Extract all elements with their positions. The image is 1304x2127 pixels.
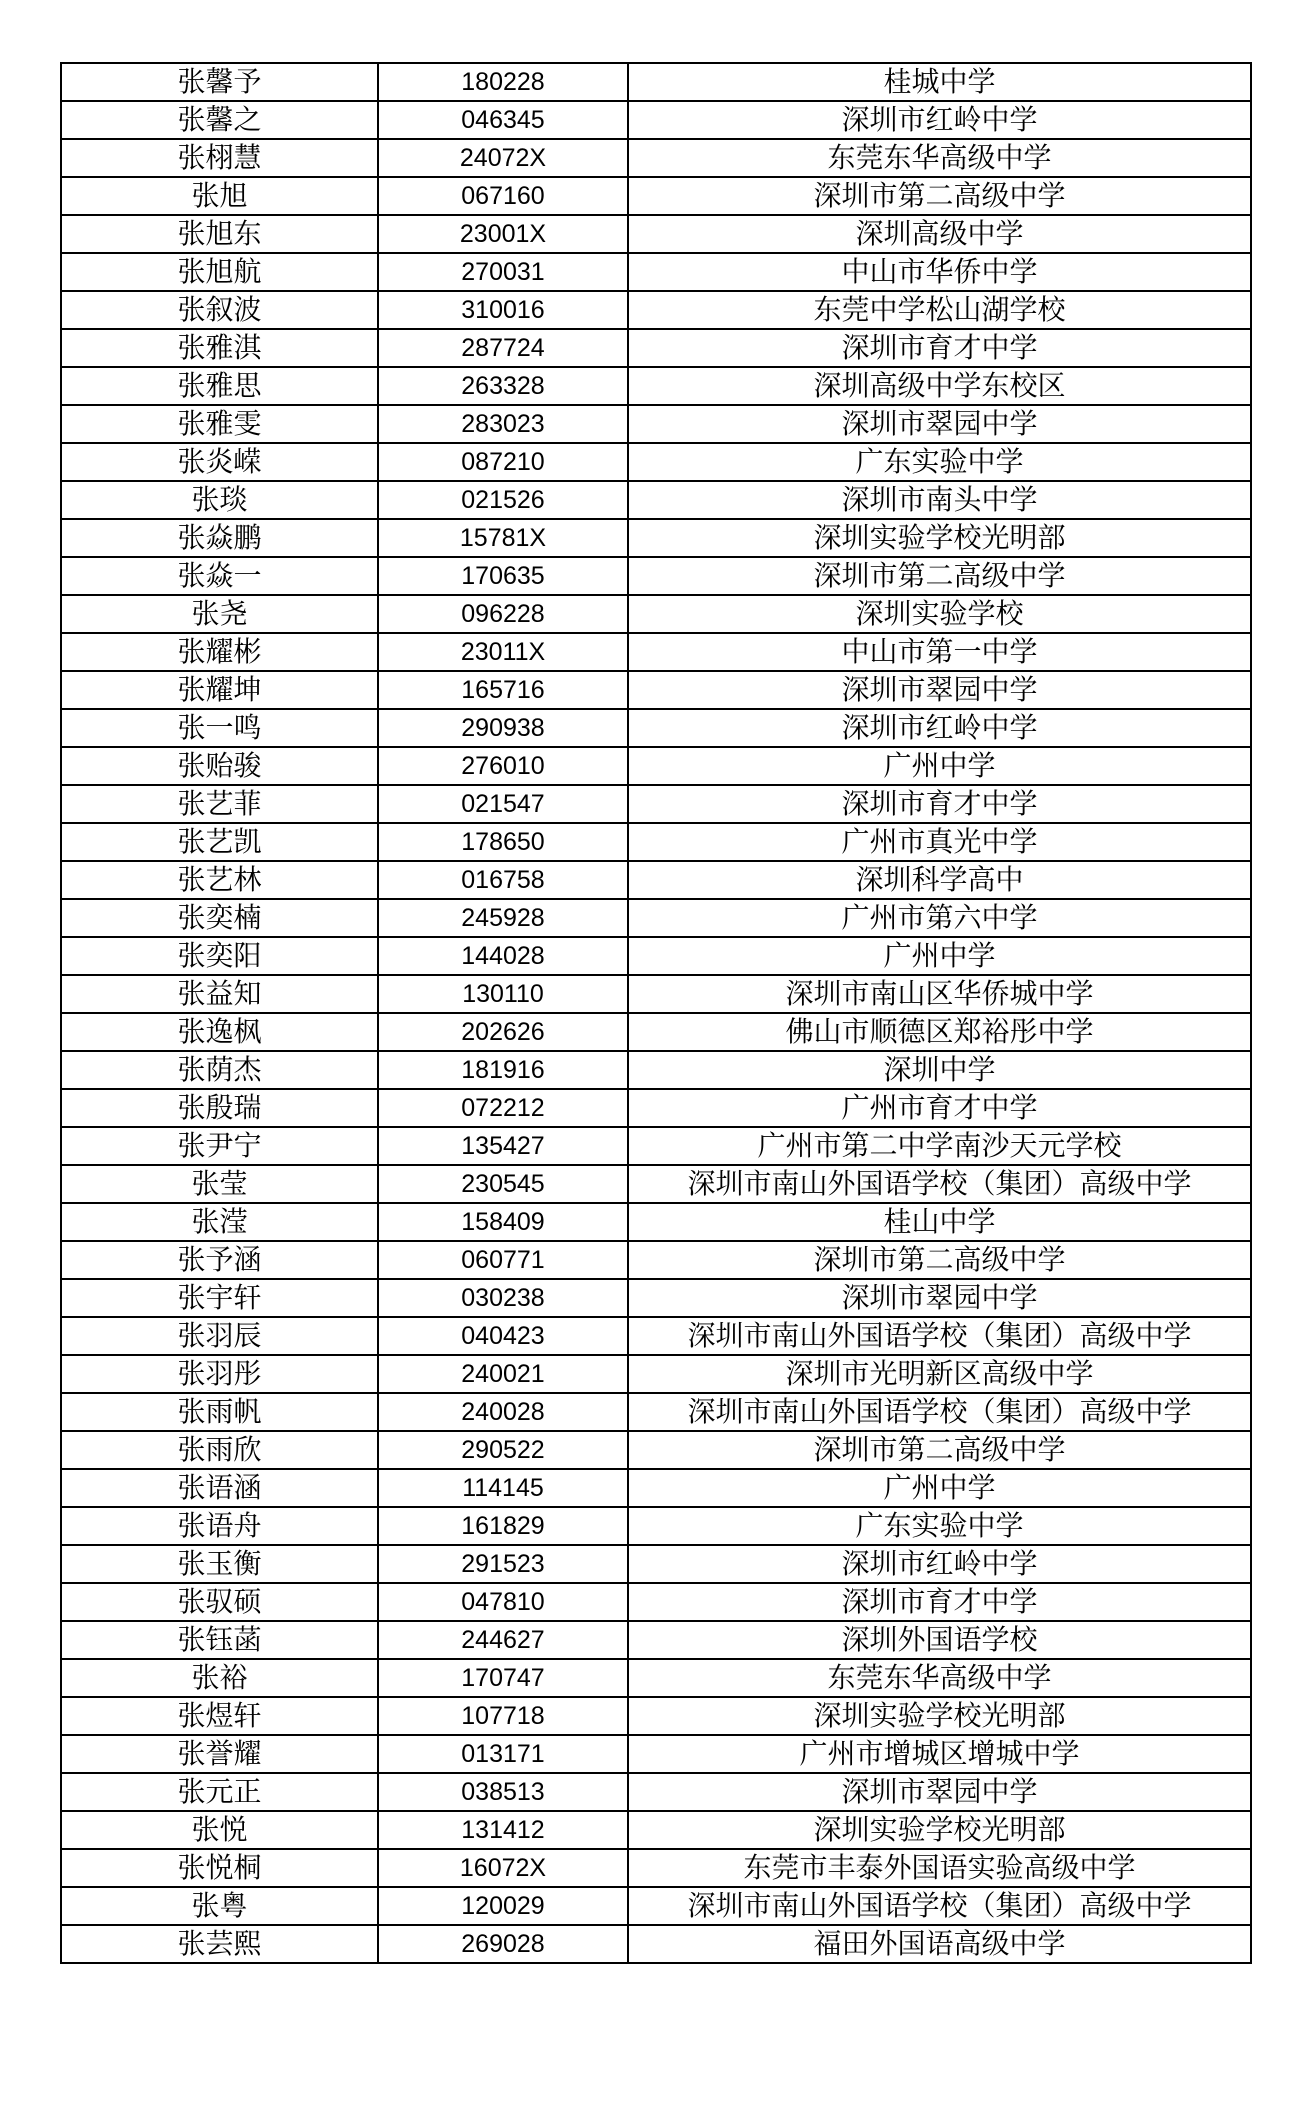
table-row: [61, 1773, 1251, 1811]
cell-school: 深圳市第二高级中学: [628, 1431, 1251, 1469]
cell-name: 张驭硕: [61, 1583, 378, 1621]
cell-id: 161829: [378, 1507, 628, 1545]
cell-name: 张煜轩: [61, 1697, 378, 1735]
cell-name: 张尹宁: [61, 1127, 378, 1165]
cell-name: 张馨之: [61, 101, 378, 139]
cell-name: 张雅淇: [61, 329, 378, 367]
table-row: [61, 101, 1251, 139]
cell-name: 张雨欣: [61, 1431, 378, 1469]
cell-name: 张耀彬: [61, 633, 378, 671]
cell-school: 福田外国语高级中学: [628, 1925, 1251, 1963]
cell-school: 深圳实验学校光明部: [628, 519, 1251, 557]
cell-school: 深圳实验学校: [628, 595, 1251, 633]
cell-school: 深圳市光明新区高级中学: [628, 1355, 1251, 1393]
cell-id: 107718: [378, 1697, 628, 1735]
cell-name: 张宇轩: [61, 1279, 378, 1317]
cell-school: 广州市真光中学: [628, 823, 1251, 861]
cell-id: 013171: [378, 1735, 628, 1773]
cell-name: 张耀坤: [61, 671, 378, 709]
cell-name: 张艺林: [61, 861, 378, 899]
cell-school: 深圳市翠园中学: [628, 1773, 1251, 1811]
table-row: [61, 177, 1251, 215]
cell-school: 广东实验中学: [628, 1507, 1251, 1545]
cell-name: 张栩慧: [61, 139, 378, 177]
cell-school: 东莞市丰泰外国语实验高级中学: [628, 1849, 1251, 1887]
cell-name: 张语舟: [61, 1507, 378, 1545]
cell-school: 桂城中学: [628, 63, 1251, 101]
cell-id: 144028: [378, 937, 628, 975]
cell-school: 深圳市翠园中学: [628, 1279, 1251, 1317]
cell-school: 中山市第一中学: [628, 633, 1251, 671]
cell-id: 240028: [378, 1393, 628, 1431]
table-row: [61, 1393, 1251, 1431]
cell-school: 东莞中学松山湖学校: [628, 291, 1251, 329]
cell-id: 021547: [378, 785, 628, 823]
table-row: [61, 291, 1251, 329]
cell-id: 244627: [378, 1621, 628, 1659]
cell-id: 23001X: [378, 215, 628, 253]
table-row: [61, 1013, 1251, 1051]
cell-school: 深圳市育才中学: [628, 329, 1251, 367]
cell-name: 张钰菡: [61, 1621, 378, 1659]
cell-name: 张益知: [61, 975, 378, 1013]
table-row: [61, 1469, 1251, 1507]
cell-name: 张语涵: [61, 1469, 378, 1507]
cell-school: 广州中学: [628, 937, 1251, 975]
cell-name: 张誉耀: [61, 1735, 378, 1773]
table-row: [61, 1355, 1251, 1393]
cell-id: 135427: [378, 1127, 628, 1165]
cell-school: 桂山中学: [628, 1203, 1251, 1241]
table-row: [61, 1621, 1251, 1659]
table-row: [61, 1507, 1251, 1545]
cell-school: 深圳市南山外国语学校（集团）高级中学: [628, 1887, 1251, 1925]
table-row: [61, 1925, 1251, 1963]
cell-school: 深圳市第二高级中学: [628, 177, 1251, 215]
cell-school: 深圳外国语学校: [628, 1621, 1251, 1659]
cell-school: 深圳实验学校光明部: [628, 1811, 1251, 1849]
cell-id: 114145: [378, 1469, 628, 1507]
cell-name: 张叙波: [61, 291, 378, 329]
cell-school: 东莞东华高级中学: [628, 139, 1251, 177]
cell-name: 张艺菲: [61, 785, 378, 823]
student-list-table: [60, 62, 1252, 1964]
cell-school: 深圳市第二高级中学: [628, 1241, 1251, 1279]
table-row: [61, 1241, 1251, 1279]
cell-id: 170635: [378, 557, 628, 595]
table-row: [61, 671, 1251, 709]
cell-name: 张莹: [61, 1165, 378, 1203]
cell-name: 张旭东: [61, 215, 378, 253]
cell-id: 040423: [378, 1317, 628, 1355]
cell-id: 245928: [378, 899, 628, 937]
cell-name: 张粤: [61, 1887, 378, 1925]
table-row: [61, 1735, 1251, 1773]
table-row: [61, 253, 1251, 291]
cell-name: 张悦桐: [61, 1849, 378, 1887]
table-row: [61, 861, 1251, 899]
cell-name: 张焱鹏: [61, 519, 378, 557]
cell-school: 广州中学: [628, 1469, 1251, 1507]
table-row: [61, 1887, 1251, 1925]
cell-school: 深圳市南山外国语学校（集团）高级中学: [628, 1165, 1251, 1203]
cell-name: 张贻骏: [61, 747, 378, 785]
cell-school: 深圳市翠园中学: [628, 671, 1251, 709]
table-row: [61, 595, 1251, 633]
table-row: [61, 1849, 1251, 1887]
cell-id: 23011X: [378, 633, 628, 671]
table-row: [61, 1279, 1251, 1317]
cell-school: 深圳市南山外国语学校（集团）高级中学: [628, 1317, 1251, 1355]
cell-school: 深圳市育才中学: [628, 1583, 1251, 1621]
cell-school: 深圳科学高中: [628, 861, 1251, 899]
cell-school: 深圳高级中学东校区: [628, 367, 1251, 405]
cell-name: 张艺凯: [61, 823, 378, 861]
cell-name: 张旭航: [61, 253, 378, 291]
cell-id: 283023: [378, 405, 628, 443]
cell-id: 030238: [378, 1279, 628, 1317]
cell-name: 张荫杰: [61, 1051, 378, 1089]
table-row: [61, 1089, 1251, 1127]
cell-id: 15781X: [378, 519, 628, 557]
cell-school: 深圳市南山外国语学校（集团）高级中学: [628, 1393, 1251, 1431]
cell-id: 310016: [378, 291, 628, 329]
cell-name: 张雨帆: [61, 1393, 378, 1431]
cell-id: 291523: [378, 1545, 628, 1583]
cell-id: 165716: [378, 671, 628, 709]
cell-id: 016758: [378, 861, 628, 899]
table-row: [61, 1127, 1251, 1165]
cell-school: 深圳中学: [628, 1051, 1251, 1089]
cell-id: 021526: [378, 481, 628, 519]
cell-name: 张滢: [61, 1203, 378, 1241]
cell-name: 张予涵: [61, 1241, 378, 1279]
cell-id: 087210: [378, 443, 628, 481]
table-row: [61, 443, 1251, 481]
cell-id: 170747: [378, 1659, 628, 1697]
cell-school: 广州市第二中学南沙天元学校: [628, 1127, 1251, 1165]
cell-id: 178650: [378, 823, 628, 861]
table-row: [61, 1203, 1251, 1241]
cell-school: 中山市华侨中学: [628, 253, 1251, 291]
cell-school: 广州市增城区增城中学: [628, 1735, 1251, 1773]
cell-school: 深圳市红岭中学: [628, 101, 1251, 139]
cell-id: 24072X: [378, 139, 628, 177]
cell-school: 广东实验中学: [628, 443, 1251, 481]
cell-name: 张馨予: [61, 63, 378, 101]
cell-school: 深圳实验学校光明部: [628, 1697, 1251, 1735]
cell-id: 16072X: [378, 1849, 628, 1887]
cell-school: 深圳市第二高级中学: [628, 557, 1251, 595]
table-row: [61, 1583, 1251, 1621]
cell-id: 180228: [378, 63, 628, 101]
table-row: [61, 1165, 1251, 1203]
cell-id: 202626: [378, 1013, 628, 1051]
cell-id: 181916: [378, 1051, 628, 1089]
table-row: [61, 481, 1251, 519]
cell-school: 深圳市南头中学: [628, 481, 1251, 519]
table-row: [61, 139, 1251, 177]
table-row: [61, 329, 1251, 367]
cell-school: 东莞东华高级中学: [628, 1659, 1251, 1697]
cell-school: 深圳市红岭中学: [628, 709, 1251, 747]
cell-school: 广州中学: [628, 747, 1251, 785]
cell-school: 广州市第六中学: [628, 899, 1251, 937]
cell-name: 张奕楠: [61, 899, 378, 937]
cell-id: 060771: [378, 1241, 628, 1279]
table-row: [61, 405, 1251, 443]
table-row: [61, 367, 1251, 405]
table-row: [61, 1811, 1251, 1849]
cell-id: 131412: [378, 1811, 628, 1849]
cell-name: 张焱一: [61, 557, 378, 595]
cell-id: 269028: [378, 1925, 628, 1963]
cell-id: 290522: [378, 1431, 628, 1469]
cell-name: 张炎嵘: [61, 443, 378, 481]
cell-school: 深圳高级中学: [628, 215, 1251, 253]
cell-name: 张悦: [61, 1811, 378, 1849]
table-row: [61, 1545, 1251, 1583]
cell-id: 230545: [378, 1165, 628, 1203]
cell-id: 240021: [378, 1355, 628, 1393]
cell-id: 046345: [378, 101, 628, 139]
cell-school: 佛山市顺德区郑裕彤中学: [628, 1013, 1251, 1051]
cell-name: 张奕阳: [61, 937, 378, 975]
cell-school: 深圳市翠园中学: [628, 405, 1251, 443]
table-row: [61, 899, 1251, 937]
table-row: [61, 975, 1251, 1013]
table-row: [61, 1697, 1251, 1735]
cell-id: 130110: [378, 975, 628, 1013]
table-row: [61, 633, 1251, 671]
cell-id: 287724: [378, 329, 628, 367]
cell-name: 张羽彤: [61, 1355, 378, 1393]
table-row: [61, 823, 1251, 861]
cell-id: 290938: [378, 709, 628, 747]
cell-id: 072212: [378, 1089, 628, 1127]
cell-id: 158409: [378, 1203, 628, 1241]
cell-id: 120029: [378, 1887, 628, 1925]
cell-school: 深圳市育才中学: [628, 785, 1251, 823]
cell-id: 263328: [378, 367, 628, 405]
cell-school: 深圳市红岭中学: [628, 1545, 1251, 1583]
cell-name: 张芸熙: [61, 1925, 378, 1963]
cell-id: 038513: [378, 1773, 628, 1811]
table-row: [61, 1051, 1251, 1089]
cell-id: 096228: [378, 595, 628, 633]
cell-name: 张羽辰: [61, 1317, 378, 1355]
cell-name: 张尧: [61, 595, 378, 633]
cell-name: 张殷瑞: [61, 1089, 378, 1127]
table-row: [61, 709, 1251, 747]
table-row: [61, 519, 1251, 557]
cell-name: 张玉衡: [61, 1545, 378, 1583]
table-row: [61, 1431, 1251, 1469]
cell-name: 张琰: [61, 481, 378, 519]
cell-id: 047810: [378, 1583, 628, 1621]
cell-name: 张旭: [61, 177, 378, 215]
cell-school: 广州市育才中学: [628, 1089, 1251, 1127]
table-row: [61, 747, 1251, 785]
cell-id: 270031: [378, 253, 628, 291]
table-row: [61, 63, 1251, 101]
table-row: [61, 1659, 1251, 1697]
cell-name: 张一鸣: [61, 709, 378, 747]
table-row: [61, 785, 1251, 823]
cell-id: 067160: [378, 177, 628, 215]
cell-name: 张裕: [61, 1659, 378, 1697]
cell-name: 张逸枫: [61, 1013, 378, 1051]
cell-name: 张元正: [61, 1773, 378, 1811]
table-row: [61, 215, 1251, 253]
cell-school: 深圳市南山区华侨城中学: [628, 975, 1251, 1013]
table-row: [61, 557, 1251, 595]
cell-name: 张雅思: [61, 367, 378, 405]
table-row: [61, 937, 1251, 975]
cell-id: 276010: [378, 747, 628, 785]
table-body: [61, 63, 1251, 1963]
cell-name: 张雅雯: [61, 405, 378, 443]
table-row: [61, 1317, 1251, 1355]
